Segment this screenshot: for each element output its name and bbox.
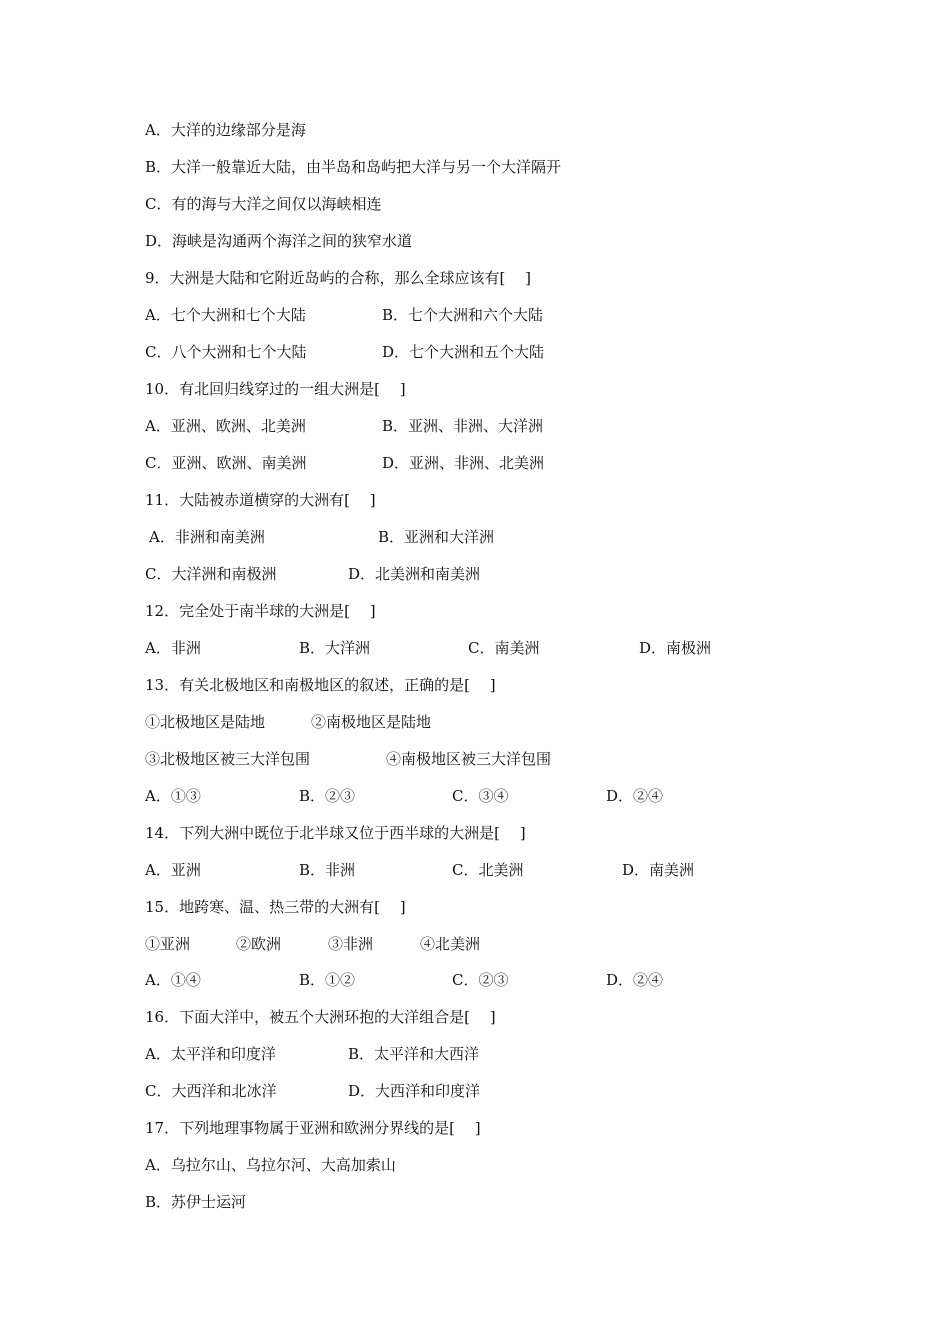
question-text: 17．下列地理事物属于亚洲和欧洲分界线的是[ ] [145,1119,481,1137]
option-text: B．大洋洲 [299,639,371,657]
statement-text: ③北极地区被三大洋包围 [145,750,311,768]
statement-text: ④南极地区被三大洋包围 [386,750,552,768]
option-text: D．大西洋和印度洋 [348,1082,481,1100]
option-text: D．南美洲 [622,861,695,879]
option-text: C．八个大洲和七个大陆 [145,343,307,361]
option-text: C．南美洲 [468,639,540,657]
option-text: A．①③ [145,787,201,805]
question-text: 12．完全处于南半球的大洲是[ ] [145,602,376,620]
option-text: D．②④ [606,787,664,805]
option-text: C．②③ [452,971,509,989]
option-text: D．南极洲 [639,639,712,657]
question-text: 13．有关北极地区和南极地区的叙述，正确的是[ ] [145,676,496,694]
statement-text: ②欧洲 [236,935,282,953]
option-text: A．太平洋和印度洋 [145,1045,276,1063]
option-text: A．非洲 [145,639,201,657]
option-text: A．亚洲 [145,861,201,879]
question-text: 15．地跨寒、温、热三带的大洲有[ ] [145,898,406,916]
option-text: A．大洋的边缘部分是海 [145,121,306,139]
option-text: A．非洲和南美洲 [149,528,265,546]
option-text: C．大洋洲和南极洲 [145,565,277,583]
option-text: A．乌拉尔山、乌拉尔河、大高加索山 [145,1156,396,1174]
option-text: D．②④ [606,971,664,989]
option-text: C．有的海与大洋之间仅以海峡相连 [145,195,382,213]
option-text: D．亚洲、非洲、北美洲 [382,454,545,472]
question-text: 10．有北回归线穿过的一组大洲是[ ] [145,380,406,398]
option-text: B．亚洲、非洲、大洋洲 [382,417,544,435]
question-text: 16．下面大洋中，被五个大洲环抱的大洋组合是[ ] [145,1008,496,1026]
option-text: B．①② [299,971,356,989]
option-text: C．大西洋和北冰洋 [145,1082,277,1100]
option-text: C．③④ [452,787,509,805]
option-text: B．太平洋和大西洋 [348,1045,480,1063]
question-text: 14．下列大洲中既位于北半球又位于西半球的大洲是[ ] [145,824,526,842]
option-text: B．非洲 [299,861,356,879]
question-text: 11．大陆被赤道横穿的大洲有[ ] [145,491,376,509]
statement-text: ②南极地区是陆地 [311,713,432,731]
option-text: B．②③ [299,787,356,805]
option-text: D．海峡是沟通两个海洋之间的狭窄水道 [145,232,413,250]
option-text: A．亚洲、欧洲、北美洲 [145,417,306,435]
statement-text: ④北美洲 [420,935,481,953]
option-text: C．亚洲、欧洲、南美洲 [145,454,307,472]
option-text: C．北美洲 [452,861,524,879]
option-text: D．七个大洲和五个大陆 [382,343,545,361]
question-text: 9．大洲是大陆和它附近岛屿的合称，那么全球应该有[ ] [145,269,532,287]
option-text: D．北美洲和南美洲 [348,565,481,583]
option-text: B．七个大洲和六个大陆 [382,306,544,324]
statement-text: ③非洲 [328,935,374,953]
option-text: A．①④ [145,971,201,989]
option-text: B．亚洲和大洋洲 [378,528,495,546]
option-text: B．苏伊士运河 [145,1193,247,1211]
statement-text: ①亚洲 [145,935,191,953]
statement-text: ①北极地区是陆地 [145,713,266,731]
option-text: A．七个大洲和七个大陆 [145,306,306,324]
option-text: B．大洋一般靠近大陆，由半岛和岛屿把大洋与另一个大洋隔开 [145,158,562,176]
